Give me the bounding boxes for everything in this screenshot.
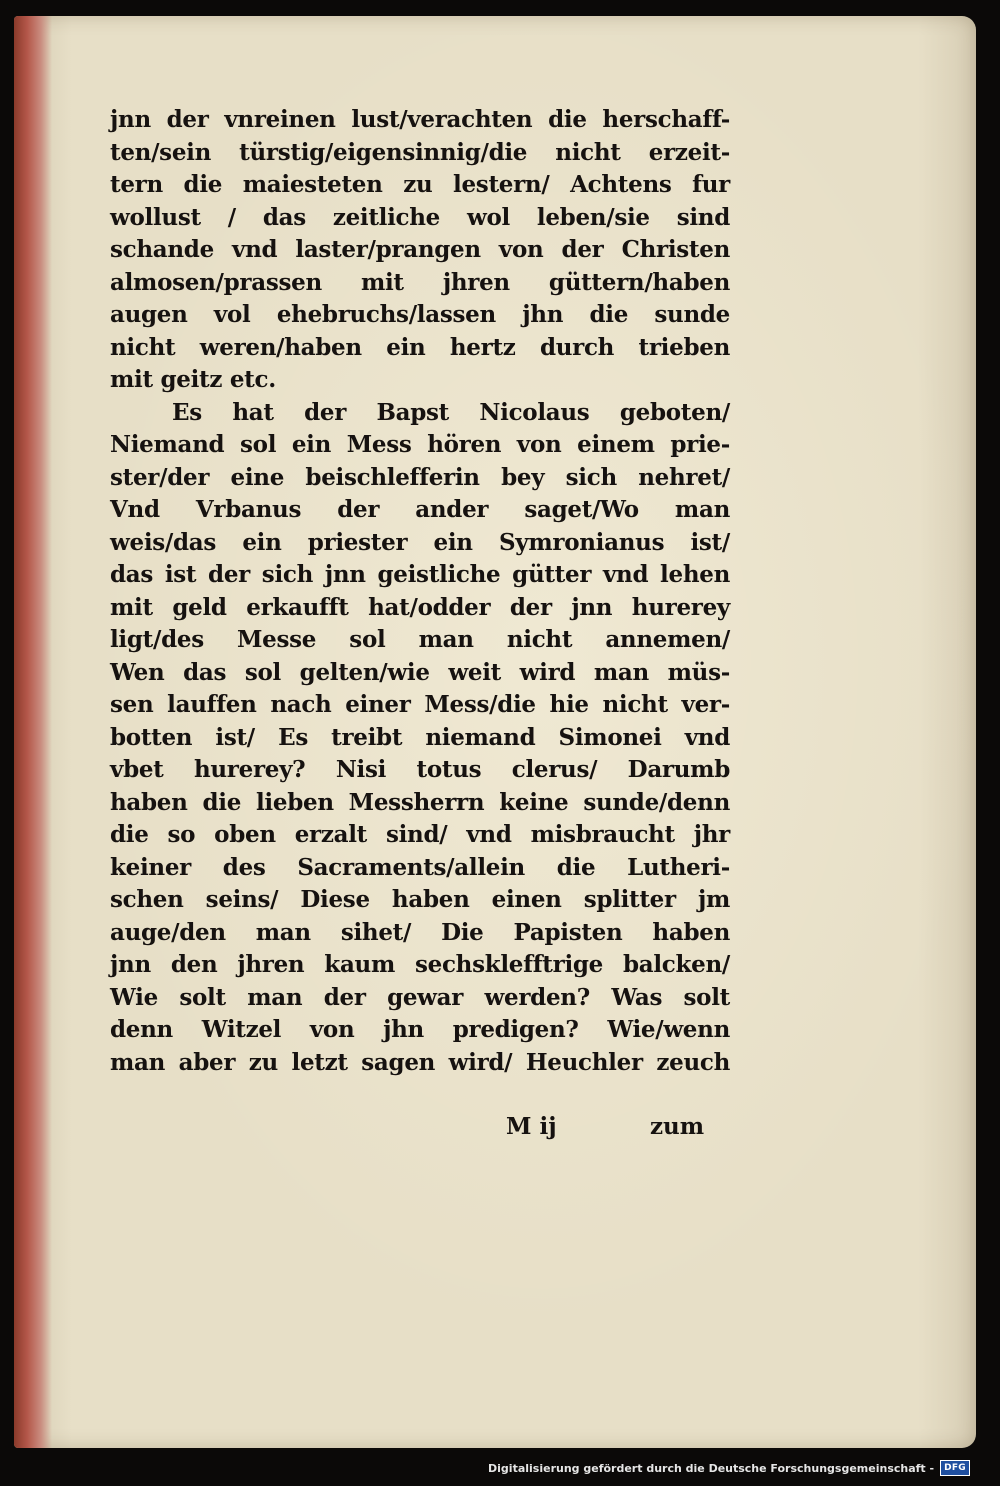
text-line: schen seins/ Diese haben einen splitter jm (110, 886, 730, 913)
text-line: das ist der sich jnn geistliche gütter vnd lehen (110, 561, 730, 588)
text-line: ten/sein türstig/eigensinnig/die nicht erzeit- (110, 138, 730, 166)
text-line: Wen das sol gelten/wie weit wird man müs- (110, 658, 730, 686)
text-line: denn Witzel von jhn predigen? Wie/wenn (110, 1016, 730, 1043)
text-line: ster/der eine beischlefferin bey sich nehret/ (110, 463, 730, 491)
text-line: tern die maiesteten zu lestern/ Achtens fur (110, 171, 730, 198)
paragraph-start-line: Es hat der Bapst Nicolaus geboten/ (172, 398, 730, 426)
text-line: nicht weren/haben ein hertz durch trieben (110, 333, 730, 361)
text-line: Vnd Vrbanus der ander saget/Wo man (110, 496, 730, 523)
text-line: weis/das ein priester ein Symronianus ist/ (110, 528, 730, 556)
text-line: wollust / das zeitliche wol leben/sie sind (110, 203, 730, 231)
text-line: haben die lieben Messherrn keine sunde/denn (110, 788, 730, 816)
text-line: botten ist/ Es treibt niemand Simonei vnd (110, 723, 730, 751)
text-line: die so oben erzalt sind/ vnd misbraucht jhr (110, 821, 730, 848)
text-line: schande vnd laster/prangen von der Christen (110, 236, 730, 263)
text-block (110, 104, 730, 1079)
text-line: sen lauffen nach einer Mess/die hie nicht ver- (110, 691, 730, 718)
text-line: almosen/prassen mit jhren güttern/haben (110, 268, 730, 296)
dfg-logo-icon: DFG (940, 1460, 970, 1476)
text-line: keiner des Sacraments/allein die Lutheri- (110, 853, 730, 881)
text-line: jnn der vnreinen lust/verachten die herschaff- (110, 106, 730, 133)
catchword: zum (650, 1113, 705, 1140)
text-line: auge/den man sihet/ Die Papisten haben (110, 918, 730, 946)
book-spine-edge (14, 16, 52, 1448)
text-line: Niemand sol ein Mess hören von einem prie- (110, 431, 730, 458)
text-line: jnn den jhren kaum sechsklefftrige balcken/ (110, 951, 730, 978)
dfg-credit-text: Digitalisierung gefördert durch die Deutsche Forschungsgemeinschaft - (488, 1461, 935, 1475)
digitization-footer (488, 1459, 970, 1477)
text-line: mit geld erkaufft hat/odder der jnn hurerey (110, 593, 730, 621)
text-line: ligt/des Messe sol man nicht annemen/ (110, 626, 730, 653)
text-line: vbet hurerey? Nisi totus clerus/ Darumb (110, 756, 730, 783)
text-line: augen vol ehebruchs/lassen jhn die sunde (110, 301, 730, 328)
text-line: man aber zu letzt sagen wird/ Heuchler zeuch (110, 1048, 730, 1076)
signature-mark: M ij (506, 1113, 557, 1140)
text-line: mit geitz etc. (110, 366, 276, 393)
text-line: Wie solt man der gewar werden? Was solt (110, 983, 730, 1011)
